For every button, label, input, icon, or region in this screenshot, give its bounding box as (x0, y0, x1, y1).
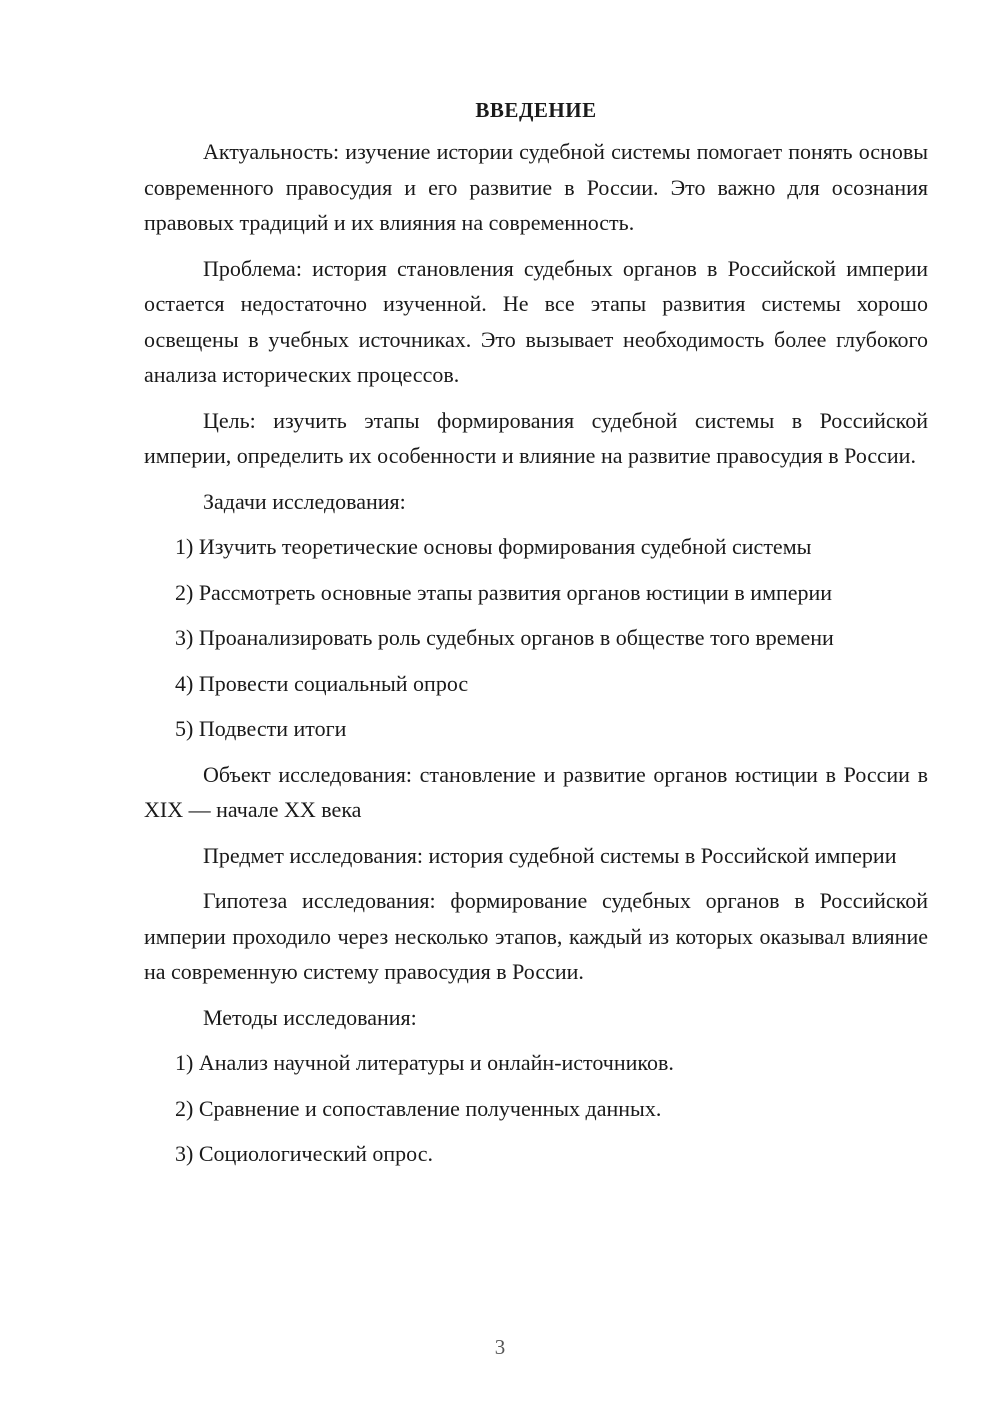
list-item: 2) Сравнение и сопоставление полученных данных. (175, 1095, 662, 1121)
list-item: 2) Рассмотреть основные этапы развития органов юстиции в империи (175, 579, 833, 605)
list-item: 3) Социологический опрос. (175, 1141, 433, 1166)
list-item: 3) Проанализировать роль судебных органов в обществе того времени (175, 625, 834, 650)
list-item: 5) Подвести итоги (175, 716, 347, 741)
problem-paragraph: Проблема: история становления судебных органов в Российской империи остается недостаточно изученной. Не все этапы развития системы хорошо освещены в учебных источниках. Это вызывает необходимость более глубокого анализа исторических процессов. (144, 255, 928, 387)
relevance-paragraph: Актуальность: изучение истории судебной системы помогает понять основы современного правосудия и его развитие в России. Это важно для осознания правовых традиций и их влияния на современность. (144, 139, 928, 235)
tasks-heading: Задачи исследования: (203, 488, 406, 514)
page-title: ВВЕДЕНИЕ (475, 98, 597, 122)
list-item: 1) Изучить теоретические основы формирования судебной системы (175, 534, 812, 559)
page-content (144, 92, 928, 1182)
object-paragraph: Объект исследования: становление и развитие органов юстиции в России в XIX — начале XX века (144, 761, 928, 822)
goal-paragraph: Цель: изучить этапы формирования судебной системы в Российской империи, определить их особенности и влияние на развитие правосудия в России. (144, 407, 928, 468)
methods-heading: Методы исследования: (203, 1004, 417, 1030)
page-number: 3 (494, 1335, 506, 1359)
hypothesis-paragraph: Гипотеза исследования: формирование судебных органов в Российской империи проходило через несколько этапов, каждый из которых оказывал влияние на современную систему правосудия в России. (144, 888, 928, 984)
list-item: 1) Анализ научной литературы и онлайн-источников. (175, 1050, 674, 1075)
subject-paragraph: Предмет исследования: история судебной системы в Российской империи (203, 842, 897, 868)
tasks-list (144, 529, 928, 747)
list-item: 4) Провести социальный опрос (175, 670, 469, 696)
methods-list (144, 1045, 928, 1172)
